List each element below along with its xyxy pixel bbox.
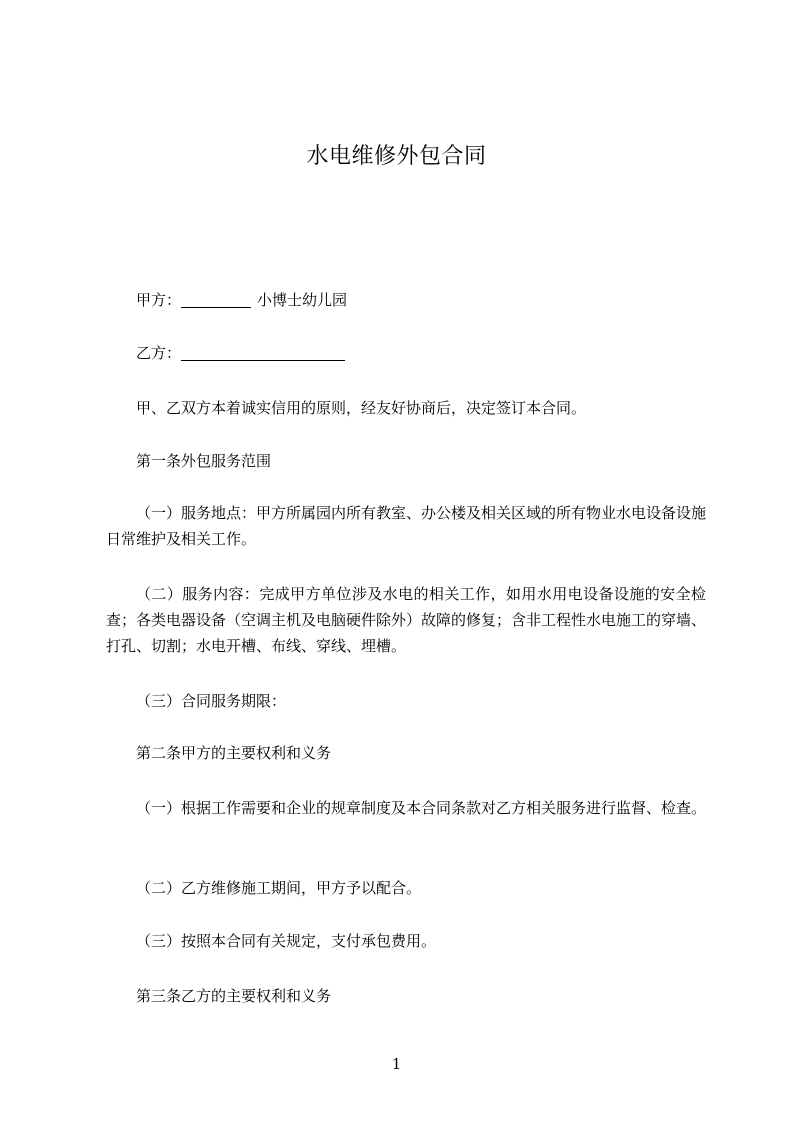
party-b-label: 乙方： xyxy=(136,344,182,362)
party-a-blank xyxy=(181,291,251,308)
article-2-item-1: （一）根据工作需要和企业的规章制度及本合同条款对乙方相关服务进行监督、检查。 xyxy=(136,799,707,817)
article-1-item-2: （二）服务内容：完成甲方单位涉及水电的相关工作，如用水用电设备设施的安全检查；各类电器设备（空调主机及电脑硬件除外）故障的修复；含非工程性水电施工的穿墙、打孔、切割；水电开槽、布线、穿线、埋槽。 xyxy=(106,585,707,655)
intro-paragraph: 甲、乙双方本着诚实信用的原则，经友好协商后，决定签订本合同。 xyxy=(136,399,587,417)
party-b-blank xyxy=(181,344,345,361)
party-b-line xyxy=(136,340,697,366)
article-1-item-1: （一）服务地点：甲方所属园内所有教室、办公楼及相关区域的所有物业水电设备设施日常维护及相关工作。 xyxy=(106,504,707,548)
party-a-name: 小博士幼儿园 xyxy=(257,291,348,309)
document-title: 水电维修外包合同 xyxy=(306,144,487,169)
party-a-label: 甲方： xyxy=(136,291,182,309)
page-number: 1 xyxy=(391,1055,402,1073)
article-3-heading: 第三条乙方的主要权利和义务 xyxy=(136,987,332,1005)
article-2-item-2: （二）乙方维修施工期间，甲方予以配合。 xyxy=(136,879,422,897)
article-1-heading: 第一条外包服务范围 xyxy=(136,452,272,470)
article-2-heading: 第二条甲方的主要权利和义务 xyxy=(136,744,332,762)
article-1-item-3: （三）合同服务期限： xyxy=(136,692,287,710)
party-a-line xyxy=(136,287,697,313)
article-2-item-3: （三）按照本合同有关规定，支付承包费用。 xyxy=(136,932,437,950)
